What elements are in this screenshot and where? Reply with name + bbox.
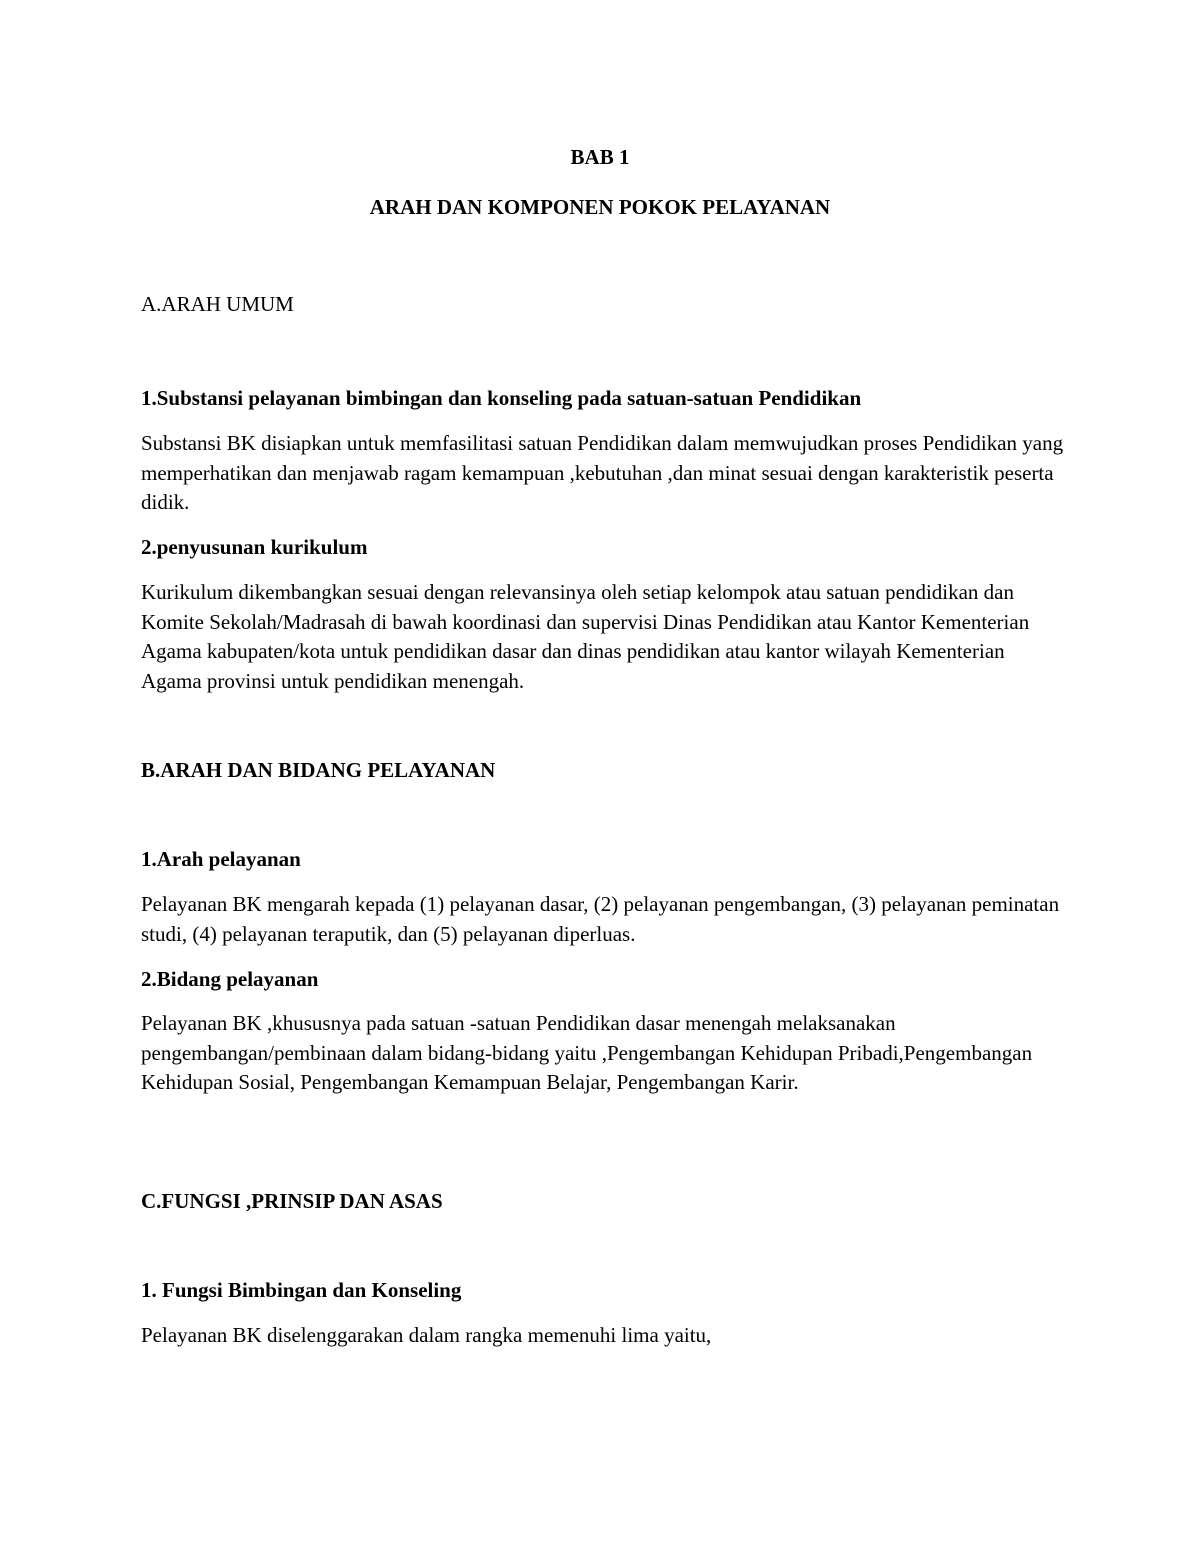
section-a-heading: A.ARAH UMUM [141, 292, 294, 316]
section-a-sub2-heading: 2.penyusunan kurikulum [141, 535, 368, 559]
section-c-heading: C.FUNGSI ,PRINSIP DAN ASAS [141, 1189, 443, 1213]
section-a-sub2-body: Kurikulum dikembangkan sesuai dengan relevansinya oleh setiap kelompok atau satuan pendidikan dan Komite Sekolah/Madrasah di bawah koordinasi dan supervisi Dinas Pendidikan atau Kantor Kementerian Agama kabupaten/kota untuk pendidikan dasar dan dinas pendidikan atau kantor wilayah Kementerian Agama provinsi untuk pendidikan menengah. [141, 580, 1030, 693]
section-b-sub1-body: Pelayanan BK mengarah kepada (1) pelayanan dasar, (2) pelayanan pengembangan, (3) pelayanan peminatan studi, (4) pelayanan teraputik, dan (5) pelayanan diperluas. [141, 892, 1060, 946]
section-a-sub1-heading: 1.Substansi pelayanan bimbingan dan konseling pada satuan-satuan Pendidikan [141, 386, 862, 410]
section-c-sub1-heading: 1. Fungsi Bimbingan dan Konseling [141, 1278, 462, 1302]
section-b-sub1-heading: 1.Arah pelayanan [141, 847, 301, 871]
section-c-sub1-body: Pelayanan BK diselenggarakan dalam rangka memenuhi lima yaitu, [141, 1323, 712, 1347]
section-a-sub1-body: Substansi BK disiapkan untuk memfasilitasi satuan Pendidikan dalam memwujudkan proses Pendidikan yang memperhatikan dan menjawab ragam kemampuan ,kebutuhan ,dan minat sesuai dengan karakteristik peserta didik. [141, 431, 1064, 514]
section-b-heading: B.ARAH DAN BIDANG PELAYANAN [141, 758, 496, 782]
section-b-sub2-heading: 2.Bidang pelayanan [141, 967, 319, 991]
section-b-sub2-body: Pelayanan BK ,khususnya pada satuan -satuan Pendidikan dasar menengah melaksanakan pengembangan/pembinaan dalam bidang-bidang yaitu ,Pengembangan Kehidupan Pribadi,Pengembangan Kehidupan Sosial, Pengembangan Kemampuan Belajar, Pengembangan Karir. [141, 1011, 1033, 1094]
chapter-heading: BAB 1 [570, 145, 630, 169]
document-title: ARAH DAN KOMPONEN POKOK PELAYANAN [369, 195, 831, 219]
